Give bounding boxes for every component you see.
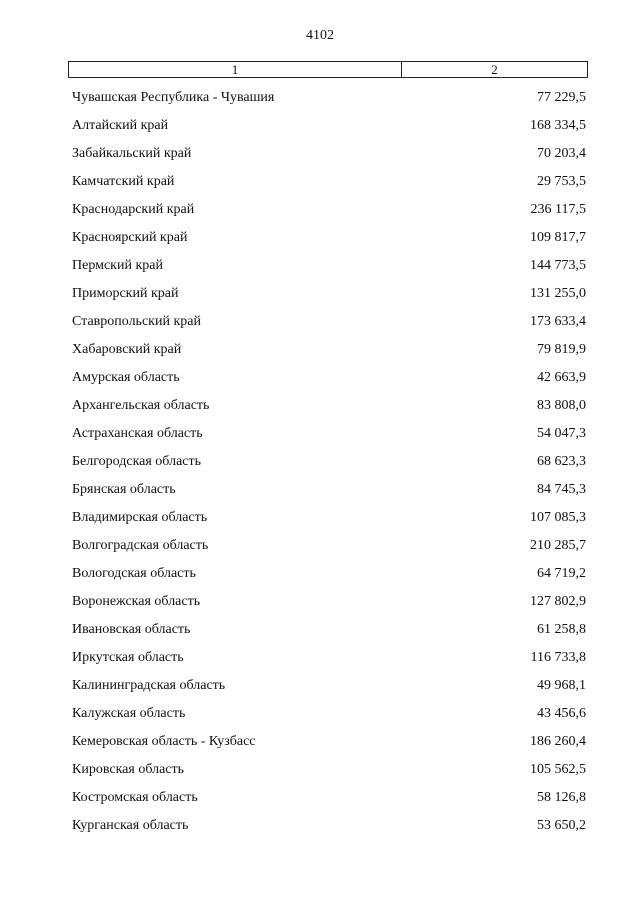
table-row [72,448,586,476]
table-row [72,392,586,420]
table-row [72,476,586,504]
region-value: 42 663,9 [537,370,586,385]
region-value: 79 819,9 [537,342,586,357]
region-name: Красноярский край [72,230,188,245]
region-name: Амурская область [72,370,180,385]
header-col-1: 1 [69,62,402,77]
table-body [72,84,586,840]
region-value: 43 456,6 [537,706,586,721]
region-value: 173 633,4 [530,314,586,329]
region-name: Брянская область [72,482,176,497]
table-row [72,588,586,616]
region-name: Камчатский край [72,174,175,189]
region-name: Астраханская область [72,426,203,441]
table-row [72,504,586,532]
table-row [72,560,586,588]
table-row [72,700,586,728]
region-name: Владимирская область [72,510,208,525]
region-value: 186 260,4 [530,734,586,749]
region-name: Ивановская область [72,622,191,637]
region-name: Курганская область [72,818,189,833]
region-value: 131 255,0 [530,286,586,301]
table-row [72,112,586,140]
table-row [72,672,586,700]
region-value: 236 117,5 [530,202,586,217]
table-row [72,616,586,644]
table-row [72,168,586,196]
region-value: 83 808,0 [537,398,586,413]
table-row [72,252,586,280]
region-value: 58 126,8 [537,790,586,805]
region-name: Ставропольский край [72,314,201,329]
table-row [72,756,586,784]
region-value: 68 623,3 [537,454,586,469]
region-name: Алтайский край [72,118,169,133]
header-col-2: 2 [491,62,498,77]
region-value: 144 773,5 [530,258,586,273]
region-name: Костромская область [72,790,198,805]
table-row [72,224,586,252]
region-value: 210 285,7 [530,538,586,553]
region-name: Хабаровский край [72,342,182,357]
region-value: 64 719,2 [537,566,586,581]
table-row [72,280,586,308]
region-value: 127 802,9 [530,594,586,609]
region-value: 29 753,5 [537,174,586,189]
table-row [72,728,586,756]
region-name: Воронежская область [72,594,201,609]
region-name: Калужская область [72,706,186,721]
table-row [72,196,586,224]
region-value: 77 229,5 [537,90,586,105]
region-name: Пермский край [72,258,163,273]
table-row [72,644,586,672]
region-name: Краснодарский край [72,202,195,217]
table-header [68,61,588,78]
region-name: Приморский край [72,286,179,301]
region-name: Чувашская Республика - Чувашия [72,90,275,105]
region-value: 54 047,3 [537,426,586,441]
region-name: Калининградская область [72,678,226,693]
table-row [72,308,586,336]
region-value: 116 733,8 [530,650,586,665]
table-row [72,336,586,364]
page-number: 4102 [306,28,334,43]
table-row [72,812,586,840]
region-name: Архангельская область [72,398,210,413]
region-value: 107 085,3 [530,510,586,525]
region-name: Волгоградская область [72,538,209,553]
region-name: Кемеровская область - Кузбасс [72,734,256,749]
region-name: Кировская область [72,762,185,777]
region-name: Забайкальский край [72,146,192,161]
region-name: Вологодская область [72,566,196,581]
region-value: 168 334,5 [530,118,586,133]
region-value: 53 650,2 [537,818,586,833]
region-name: Иркутская область [72,650,184,665]
table-row [72,84,586,112]
table-row [72,532,586,560]
region-value: 70 203,4 [537,146,586,161]
table-row [72,784,586,812]
region-value: 61 258,8 [537,622,586,637]
table-row [72,420,586,448]
table-row [72,140,586,168]
region-value: 84 745,3 [537,482,586,497]
region-name: Белгородская область [72,454,202,469]
region-value: 49 968,1 [537,678,586,693]
region-value: 109 817,7 [530,230,586,245]
region-value: 105 562,5 [530,762,586,777]
table-row [72,364,586,392]
